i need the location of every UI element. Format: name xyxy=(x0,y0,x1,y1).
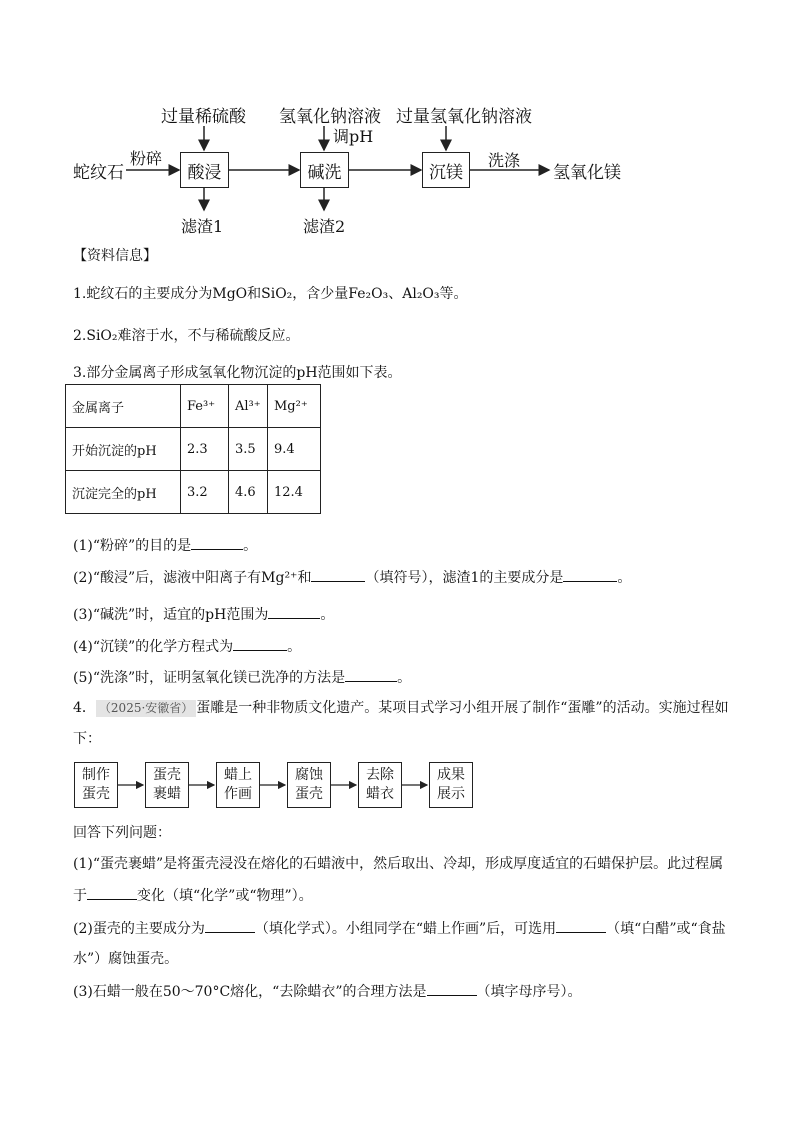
process-step-make-shell xyxy=(74,762,118,808)
process-step-label: 作画 xyxy=(224,786,252,802)
q3-part-5-end: 。 xyxy=(397,670,412,686)
table-cell: 9.4 xyxy=(268,428,321,471)
process-step-label: 成果 xyxy=(437,767,465,783)
answer-blank[interactable] xyxy=(563,567,617,582)
q3-part-1-text: (1)“粉碎”的目的是 xyxy=(73,538,192,554)
flow-box-acid-leach-label: 酸浸 xyxy=(187,162,222,183)
q3-part-2 xyxy=(73,567,631,588)
table-cell: 2.3 xyxy=(181,428,229,471)
table-row xyxy=(66,471,321,514)
flow-box-acid-leach xyxy=(180,152,229,188)
table-header-cell: 金属离子 xyxy=(66,385,181,428)
process-step-wax-coat xyxy=(145,762,189,808)
process-step-remove-wax xyxy=(358,762,402,808)
q4-part-2-text-b: （填化学式）。小组同学在“蜡上作画”后，可选用 xyxy=(254,921,557,937)
q4-part-2-text-a: (2)蛋壳的主要成分为 xyxy=(73,921,205,937)
q4-intro-text: 蛋雕是一种非物质文化遗产。某项目式学习小组开展了制作“蛋雕”的活动。实施过程如 xyxy=(196,700,729,716)
process-step-label: 裹蜡 xyxy=(153,786,181,802)
q4-part-1-text-b: 于 xyxy=(73,888,87,904)
process-step-label: 蜡衣 xyxy=(366,786,394,802)
ph-table xyxy=(65,384,321,514)
process-step-show-result xyxy=(429,762,473,808)
answer-blank[interactable] xyxy=(268,604,320,619)
q3-part-2-end: 。 xyxy=(617,570,632,586)
q3-part-3-end: 。 xyxy=(320,607,335,623)
table-header-cell: Fe³⁺ xyxy=(181,385,229,428)
answer-blank[interactable] xyxy=(233,636,287,651)
flow-box-alkali-wash-label: 碱洗 xyxy=(307,162,342,183)
q3-part-3 xyxy=(73,604,334,625)
process-step-label: 蛋壳 xyxy=(295,786,323,802)
flow-box-precipitate-mg xyxy=(422,152,470,188)
q4-source-tag: （2025·安徽省） xyxy=(96,700,196,717)
q3-part-4-text: (4)“沉镁”的化学方程式为 xyxy=(73,639,234,655)
table-cell: 3.2 xyxy=(181,471,229,514)
answer-blank[interactable] xyxy=(556,918,606,933)
flow-reagent-excess-naoh: 过量氢氧化钠溶液 xyxy=(396,107,532,127)
process-step-label: 蛋壳 xyxy=(82,786,110,802)
q3-part-3-text: (3)“碱洗”时，适宜的pH范围为 xyxy=(73,607,269,623)
answer-blank[interactable] xyxy=(311,567,365,582)
flow-start-serpentine: 蛇纹石 xyxy=(73,163,124,183)
flow-end-product: 氢氧化镁 xyxy=(553,163,621,183)
process-step-etch-shell xyxy=(287,762,331,808)
table-cell: 开始沉淀的pH xyxy=(66,428,181,471)
table-cell: 3.5 xyxy=(229,428,268,471)
flow-residue-2: 滤渣2 xyxy=(303,217,346,236)
process-step-label: 展示 xyxy=(437,786,465,802)
q3-part-1 xyxy=(73,535,257,556)
q4-part-1-text-c: 变化（填“化学”或“物理”）。 xyxy=(137,888,313,904)
q4-intro-line-1 xyxy=(73,698,729,718)
process-step-label: 腐蚀 xyxy=(295,767,323,783)
q4-part-3-text-a: (3)石蜡一般在50～70°C熔化，“去除蜡衣”的合理方法是 xyxy=(73,984,427,1000)
info-item-2: 2.SiO₂难溶于水，不与稀硫酸反应。 xyxy=(73,328,300,344)
table-row xyxy=(66,428,321,471)
table-cell: 4.6 xyxy=(229,471,268,514)
process-step-label: 蛋壳 xyxy=(153,767,181,783)
table-cell: 12.4 xyxy=(268,471,321,514)
q4-part-3 xyxy=(73,981,582,1002)
q4-part-2-line-1 xyxy=(73,918,726,939)
flow-box-precipitate-mg-label: 沉镁 xyxy=(429,162,463,183)
info-heading: 【资料信息】 xyxy=(73,248,157,264)
flow-reagent-acid: 过量稀硫酸 xyxy=(161,107,246,127)
q4-part-1-line-2 xyxy=(73,885,313,906)
q4-part-2-line-2: 水”）腐蚀蛋壳。 xyxy=(73,951,179,967)
q3-part-5-text: (5)“洗涤”时，证明氢氧化镁已洗净的方法是 xyxy=(73,670,346,686)
q3-part-4 xyxy=(73,636,301,657)
process-step-label: 制作 xyxy=(82,767,110,783)
process-step-draw-on-wax xyxy=(216,762,260,808)
q4-number: 4． xyxy=(73,700,96,716)
info-item-3: 3.部分金属离子形成氢氧化物沉淀的pH范围如下表。 xyxy=(73,365,402,381)
q3-part-4-end: 。 xyxy=(287,639,302,655)
answer-blank[interactable] xyxy=(427,981,477,996)
table-header-cell: Mg²⁺ xyxy=(268,385,321,428)
q4-prompt: 回答下列问题： xyxy=(73,825,171,841)
q3-part-5 xyxy=(73,667,411,688)
q3-part-1-end: 。 xyxy=(243,538,258,554)
answer-blank[interactable] xyxy=(87,885,137,900)
flow-reagent-naoh: 氢氧化钠溶液 xyxy=(279,107,381,127)
table-header-row xyxy=(66,385,321,428)
answer-blank[interactable] xyxy=(191,535,243,550)
q3-part-2-text-b: （填符号），滤渣1的主要成分是 xyxy=(365,570,564,586)
info-item-1: 1.蛇纹石的主要成分为MgO和SiO₂，含少量Fe₂O₃、Al₂O₃等。 xyxy=(73,286,468,302)
process-step-label: 蜡上 xyxy=(224,767,252,783)
q4-part-2-text-c: （填“白醋”或“食盐 xyxy=(606,921,726,937)
answer-blank[interactable] xyxy=(205,918,255,933)
flow-residue-1: 滤渣1 xyxy=(181,217,224,236)
process-step-label: 去除 xyxy=(366,767,394,783)
flow-step-crush: 粉碎 xyxy=(130,149,163,168)
q4-intro-line-2: 下： xyxy=(73,731,101,747)
flow-step-wash: 洗涤 xyxy=(488,151,521,170)
q4-part-1-line-1: (1)“蛋壳裹蜡”是将蛋壳浸没在熔化的石蜡液中，然后取出、冷却，形成厚度适宜的石蜡保护层。此过程属 xyxy=(73,856,724,872)
answer-blank[interactable] xyxy=(345,667,397,682)
flow-reagent-naoh-note: 调pH xyxy=(333,127,374,146)
q4-part-3-text-b: （填字母序号）。 xyxy=(476,984,582,1000)
flow-box-alkali-wash xyxy=(300,152,349,188)
table-cell: 沉淀完全的pH xyxy=(66,471,181,514)
q3-part-2-text-a: (2)“酸浸”后，滤液中阳离子有Mg²⁺和 xyxy=(73,570,312,586)
table-header-cell: Al³⁺ xyxy=(229,385,268,428)
